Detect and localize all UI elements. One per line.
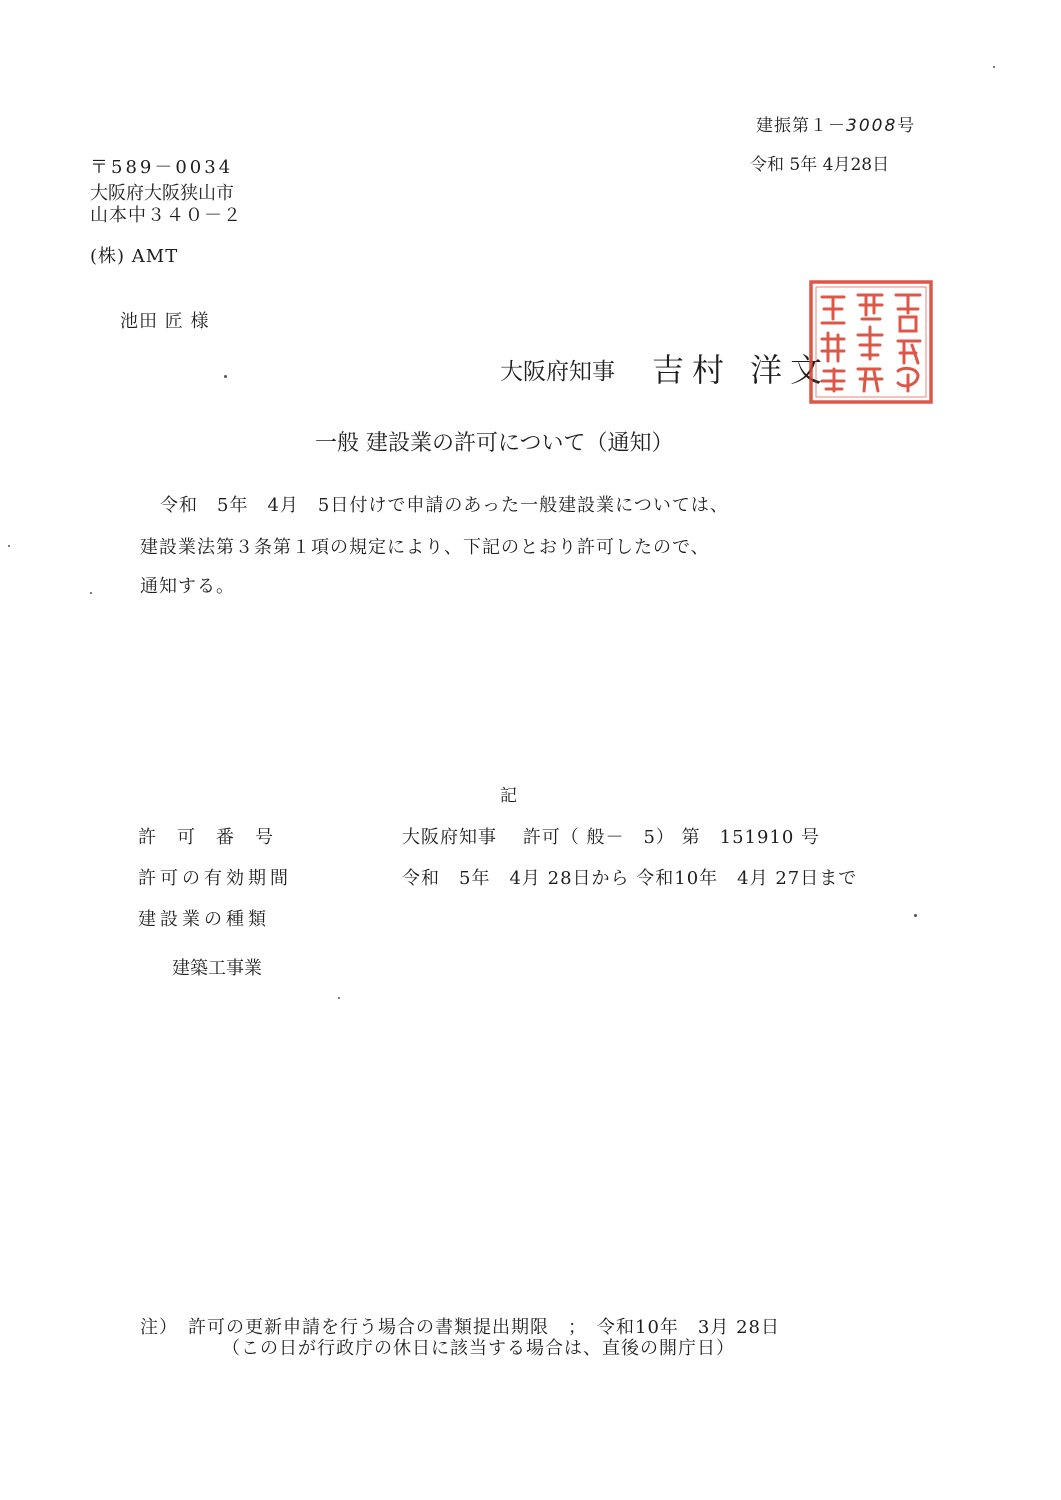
note-line-2: （この日が行政庁の休日に該当する場合は、直後の開庁日） — [222, 1338, 735, 1359]
document-title: 一般 建設業の許可について（通知） — [315, 431, 674, 456]
reference-suffix: 号 — [897, 116, 916, 136]
company-name: (株) AMT — [90, 246, 179, 267]
postal-code: 〒589－0034 — [90, 157, 234, 178]
scan-speck — [8, 545, 10, 547]
business-type-label: 建設業の種類 — [138, 909, 270, 930]
body-line-2: 建設業法第３条第１項の規定により、下記のとおり許可したので、 — [140, 537, 710, 558]
issuer-title: 大阪府知事 — [500, 359, 615, 385]
address-line1: 大阪府大阪狭山市 — [90, 183, 234, 204]
scan-speck — [338, 997, 340, 999]
details-heading: 記 — [500, 786, 517, 806]
issuer-name: 吉村 洋文 — [652, 351, 831, 389]
note-line-1: 注） 許可の更新申請を行う場合の書類提出期限 ； 令和10年 3月 28日 — [140, 1317, 780, 1338]
reference-handwritten-number: 3008 — [846, 116, 898, 136]
business-type-value: 建築工事業 — [172, 958, 262, 979]
validity-period-label: 許可の有効期間 — [138, 868, 292, 889]
body-line-3: 通知する。 — [140, 576, 235, 597]
official-seal — [808, 279, 934, 405]
address-line2: 山本中３４０－２ — [90, 205, 242, 226]
reference-number — [756, 118, 915, 135]
recipient-name: 池田 匠 様 — [120, 311, 210, 332]
reference-prefix: 建振第１－ — [756, 116, 846, 136]
body-line-1: 令和 5年 4月 5日付けで申請のあった一般建設業については、 — [160, 495, 729, 516]
scan-speck — [224, 375, 227, 378]
scan-speck — [993, 66, 995, 68]
permit-number-label: 許可番号 — [138, 827, 294, 848]
permit-number-value: 大阪府知事 許可（ 般－ 5） 第 151910 号 — [402, 827, 821, 848]
issue-date: 令和 5年 4月28日 — [750, 155, 890, 175]
scan-speck — [914, 914, 917, 917]
scan-speck — [90, 592, 92, 594]
validity-period-value: 令和 5年 4月 28日から 令和10年 4月 27日まで — [402, 868, 858, 889]
